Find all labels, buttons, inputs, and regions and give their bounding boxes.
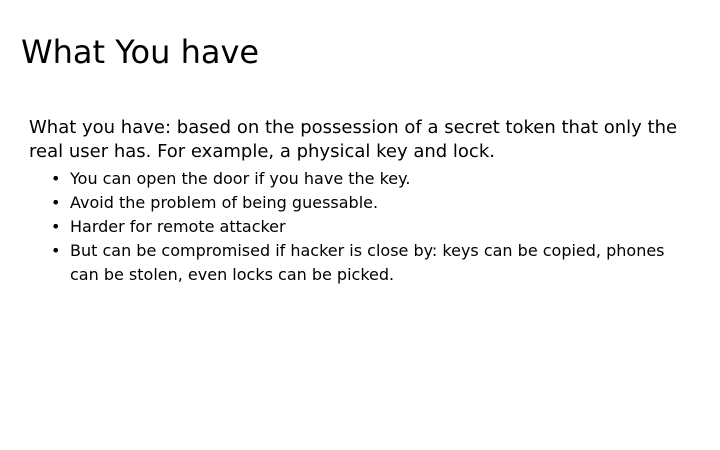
bullet-item — [51, 215, 684, 239]
intro-paragraph: What you have: based on the possession of a secret token that only the real user has. For example, a physical key and lock. — [29, 117, 678, 162]
bullet-text: Avoid the problem of being guessable. — [70, 193, 379, 212]
bullet-item — [51, 191, 684, 215]
bullet-text: You can open the door if you have the key. — [70, 169, 411, 188]
bullet-text: But can be compromised if hacker is close by: keys can be copied, phones can be stolen, even locks can be picked. — [70, 241, 665, 284]
bullet-marker: • — [51, 217, 61, 236]
bullet-item — [51, 167, 684, 191]
bullet-marker: • — [51, 241, 61, 260]
slide-title: What You have — [21, 33, 260, 71]
bullet-marker: • — [51, 169, 61, 188]
bullet-item — [51, 239, 684, 287]
slide-body — [29, 116, 684, 287]
bullet-marker: • — [51, 193, 61, 212]
bullet-list — [29, 167, 684, 287]
bullet-text: Harder for remote attacker — [70, 217, 286, 236]
